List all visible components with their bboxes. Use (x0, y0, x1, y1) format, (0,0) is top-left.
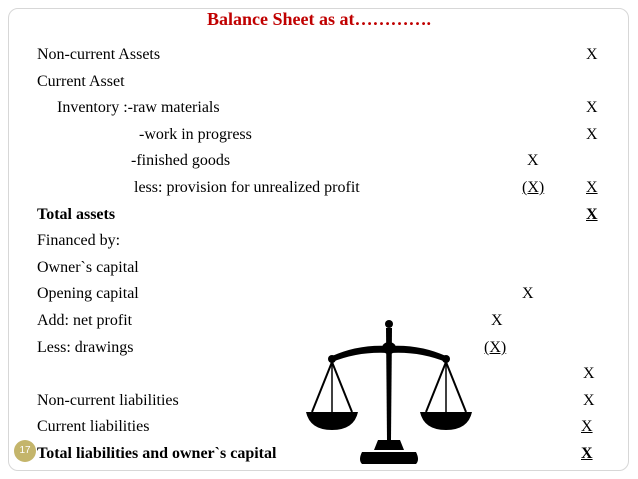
value-net-profit: X (491, 312, 503, 329)
row-label-non-current-assets: Non-current Assets (37, 46, 161, 63)
row-label-financed-by: Financed by: (37, 232, 121, 249)
row-label-total-liabilities-capital: Total liabilities and owner`s capital (37, 445, 277, 462)
row-label-work-in-progress: -work in progress (139, 126, 252, 143)
row-label-finished-goods: -finished goods (131, 152, 231, 169)
slide-title: Balance Sheet as at…………. (207, 9, 431, 29)
row-label-net-profit: Add: net profit (37, 312, 133, 329)
row-label-current-asset: Current Asset (37, 73, 125, 90)
value-closing-capital: X (583, 365, 595, 382)
value-drawings: (X) (484, 339, 507, 356)
value-raw-materials: X (586, 99, 598, 116)
value-work-in-progress: X (586, 126, 598, 143)
value-opening-capital: X (522, 285, 534, 302)
row-label-drawings: Less: drawings (37, 339, 134, 356)
page-number-badge: 17 (14, 440, 36, 462)
row-label-owners-capital: Owner`s capital (37, 259, 139, 276)
row-label-provision-unrealized-profit: less: provision for unrealized profit (134, 179, 360, 196)
row-label-opening-capital: Opening capital (37, 285, 139, 302)
value-provision-unrealized-profit: (X) (522, 179, 545, 196)
value-finished-goods: X (527, 152, 539, 169)
row-label-total-assets: Total assets (37, 206, 116, 223)
row-label-raw-materials: Inventory :-raw materials (57, 99, 220, 116)
value-non-current-liabilities: X (583, 392, 595, 409)
value-total-assets: X (586, 206, 598, 223)
row-label-current-liabilities: Current liabilities (37, 418, 150, 435)
value-current-liabilities: X (581, 418, 593, 435)
value-total-liabilities-capital: X (581, 445, 593, 462)
value-non-current-assets: X (586, 46, 598, 63)
balance-scale-icon (304, 318, 474, 468)
value-net-inventory: X (586, 179, 598, 196)
row-label-non-current-liabilities: Non-current liabilities (37, 392, 179, 409)
